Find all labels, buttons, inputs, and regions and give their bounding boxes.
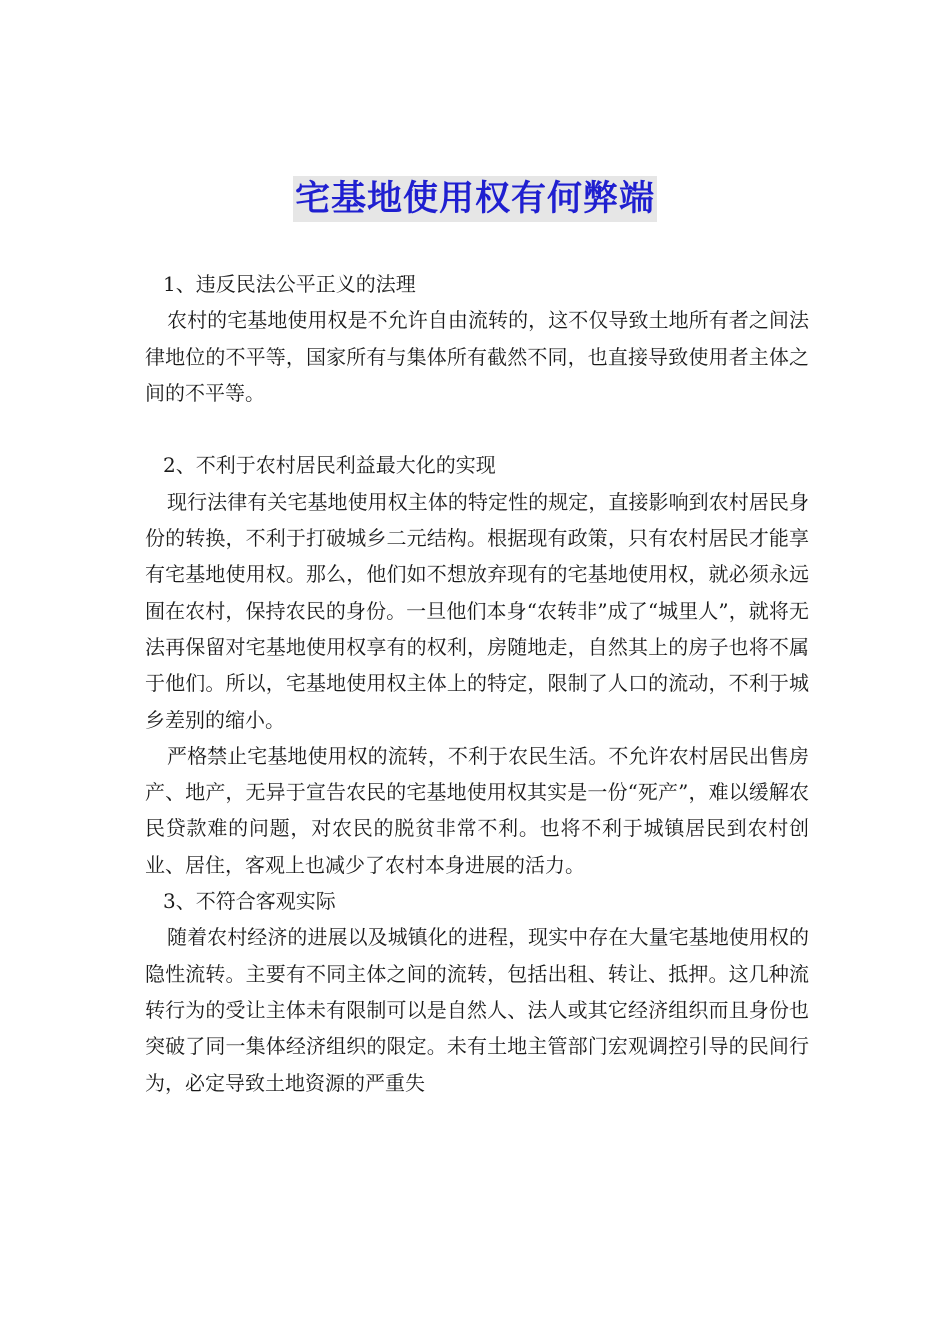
section-1-paragraph-1: 农村的宅基地使用权是不允许自由流转的，这不仅导致土地所有者之间法律地位的不平等，国家所有与集体所有截然不同，也直接导致使用者主体之间的不平等。 <box>145 308 809 405</box>
document-title: 宅基地使用权有何弊端 <box>293 176 657 222</box>
section-2-paragraph-1: 现行法律有关宅基地使用权主体的特定性的规定，直接影响到农村居民身份的转换，不利于打破城乡二元结构。根据现有政策，只有农村居民才能享有宅基地使用权。那么，他们如不想放弃现有的宅基地使用权，就必须永远囿在农村，保持农民的身份。一旦他们本身“农转非”成了“城里人”，就将无法再保留对宅基地使用权享有的权利，房随地走，自然其上的房子也将不属于他们。所以，宅基地使用权主体上的特定，限制了人口的流动，不利于城乡差别的缩小。 <box>145 489 809 732</box>
section-2-paragraph-2: 严格禁止宅基地使用权的流转，不利于农民生活。不允许农村居民出售房产、地产，无异于宣告农民的宅基地使用权其实是一份“死产”，难以缓解农民贷款难的问题，对农民的脱贫非常不利。也将不利于城镇居民到农村创业、居住，客观上也减少了农村本身进展的活力。 <box>145 743 809 877</box>
section-heading-3: 3、不符合客观实际 <box>163 889 336 914</box>
document-body <box>145 266 809 1101</box>
section-3-paragraph-1: 随着农村经济的进展以及城镇化的进程，现实中存在大量宅基地使用权的隐性流转。主要有不同主体之间的流转，包括出租、转让、抵押。这几种流转行为的受让主体未有限制可以是自然人、法人或其它经济组织而且身份也突破了同一集体经济组织的限定。未有土地主管部门宏观调控引导的民间行为，必定导致土地资源的严重失 <box>145 925 809 1095</box>
blank-line <box>145 411 809 447</box>
title-container <box>0 176 950 222</box>
section-heading-2: 2、不利于农村居民利益最大化的实现 <box>163 453 496 478</box>
section-heading-1: 1、违反民法公平正义的法理 <box>163 272 416 296</box>
